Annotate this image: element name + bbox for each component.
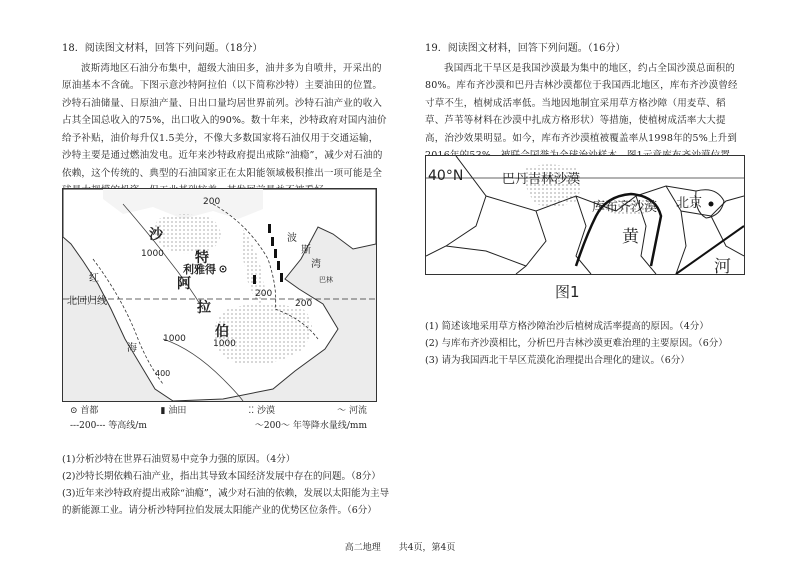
legend-river [337, 404, 367, 419]
map-label-400: 400 [155, 369, 171, 378]
question-19-paragraph: 我国西北干旱区是我国沙漠最为集中的地区，约占全国沙漠总面积的80%。库布齐沙漠和巴丹吉林沙漠都位于我国西北地区，库布齐沙漠曾经寸草不生，植树成活率低。当地因地制宜采用草方格沙障（用麦草、稻草、芦苇等材料在沙漠中扎成方格形状）等措施，使植树成活率大大提高，治沙效果明显。如今，库布齐沙漠植被覆盖率从1998年的5%上升到 [425, 62, 738, 144]
legend-desert-label: 沙漠 [257, 406, 276, 416]
province-boundary-8 [711, 216, 744, 256]
map-label-persian-bo: 波 [287, 233, 297, 244]
map-label-200b: 200 [255, 289, 273, 299]
question-19 [425, 40, 745, 165]
legend-row-2 [62, 419, 375, 434]
map-label-he: 河 [714, 257, 731, 275]
map-label-la: 拉 [197, 300, 211, 316]
map-label-riyadh: 利雅得 [183, 263, 216, 276]
map-label-persian-si: 斯 [301, 245, 311, 256]
map-label-bo: 伯 [215, 324, 229, 340]
map-label-lat-40n: 40°N [428, 168, 464, 184]
q18-subquestion-3: (3)近年来沙特政府提出戒除“油瘾”，减少对石油的依赖，发展以太阳能为主导的新能源工业。请分析沙特阿拉伯发展太阳能产业的优势区位条件。（6分） [62, 488, 390, 516]
saudi-arabia-map [62, 188, 377, 402]
q18-subquestion-2: (2)沙特长期依赖石油产业，指出其导致本国经济发展中存在的问题。（8分） [62, 471, 381, 482]
map-label-badain: 巴丹吉林沙漠 [502, 172, 581, 187]
q19-subquestion-3: (3) 请为我国西北干旱区荒漠化治理提出合理化的建议。（6分） [425, 355, 690, 366]
figure-1-caption: 图1 [555, 283, 580, 301]
map-label-200a: 200 [203, 197, 221, 207]
kubuqi-map-graphic [426, 156, 744, 274]
q18-subquestion-1: (1)分析沙特在世界石油贸易中竞争力强的原因。（4分） [62, 454, 296, 465]
q19-subquestion-1: (1) 简述该地采用草方格沙障治沙后植树成活率提高的原因。（4分） [425, 321, 709, 332]
page-footer: 高二地理 共4页，第4页 [344, 543, 456, 553]
map-label-persian-wan: 湾 [311, 259, 321, 270]
map-label-200c: 200 [295, 299, 313, 309]
desert-icon: ⁚⁚ [248, 406, 258, 416]
province-boundary-7 [676, 211, 686, 274]
question-19-title: 19．阅读图文材料，回答下列问题。（16分） [425, 43, 626, 54]
map-label-sha: 沙 [149, 227, 163, 243]
legend-row-1 [62, 404, 375, 419]
river-icon: 〜 [337, 406, 349, 416]
map-label-1000b: 1000 [213, 339, 236, 349]
capital-icon: ⊙ [70, 406, 81, 416]
province-boundary-3 [516, 211, 546, 274]
saudi-map-graphic [63, 189, 376, 401]
legend-oilfield-label: 油田 [168, 406, 187, 416]
question-19-subquestions [425, 318, 745, 369]
question-18 [62, 40, 388, 200]
beijing-marker [709, 202, 714, 207]
legend-desert [248, 404, 275, 419]
map-label-te: 特 [195, 250, 209, 266]
legend-contour: ---200--- 等高线/m [70, 421, 147, 431]
map-label-bahrain: 巴林 [319, 276, 333, 284]
question-18-subquestions [62, 451, 392, 519]
map-label-kubuqi: 库布齐沙漠 [592, 200, 658, 215]
map-label-hai: 海 [127, 343, 137, 354]
map-label-1000c: 1000 [163, 334, 186, 344]
province-boundary-9 [446, 246, 526, 266]
province-boundary-2 [486, 186, 696, 211]
map-label-tropic: 北回归线 [67, 296, 107, 307]
legend-capital-label: 首都 [80, 406, 99, 416]
q19-subquestion-2: (2) 与库布齐沙漠相比，分析巴丹吉林沙漠更难治理的主要原因。（6分） [425, 338, 728, 349]
map-label-1000a: 1000 [141, 249, 164, 259]
legend-river-label: 河流 [348, 406, 367, 416]
saudi-map-legend [62, 404, 375, 434]
question-18-paragraph: 波斯湾地区石油分布集中，超级大油田多，油井多为自喷井，开采出的原油基本不含硫。下图示意沙特阿拉伯（以下简称沙特）主要油田的位置。沙特石油储量、日原油产量、日出口量均居世界前列。沙特石油产业的收入占其全国总收入的75%，出口收入的90%。数十年来，沙特政府对国内油价给予补贴，油价每升仅1.5美分，不像大多数国家将石油仅用于交通运输，沙特主要是通过燃油发电。近年来沙特政府提出戒除“油瘾”，减少对石油的依赖，这个传统的、典型的石油国家正在太阳能领域极积推出一项可能是全 [62, 62, 387, 179]
oilfield-icon: ▮ [160, 406, 169, 416]
map-label-red: 红 [89, 273, 99, 284]
map-label-huang: 黄 [622, 227, 639, 247]
kubuqi-location-map [425, 155, 745, 275]
legend-precip: ～200～ 年等降水量线/mm [254, 421, 367, 431]
legend-capital [70, 404, 98, 419]
legend-oilfield [161, 404, 187, 419]
map-label-a: 阿 [177, 276, 191, 292]
map-label-beijing: 北京 [676, 196, 703, 211]
question-18-title: 18．阅读图文材料，回答下列问题。（18分） [62, 43, 263, 54]
